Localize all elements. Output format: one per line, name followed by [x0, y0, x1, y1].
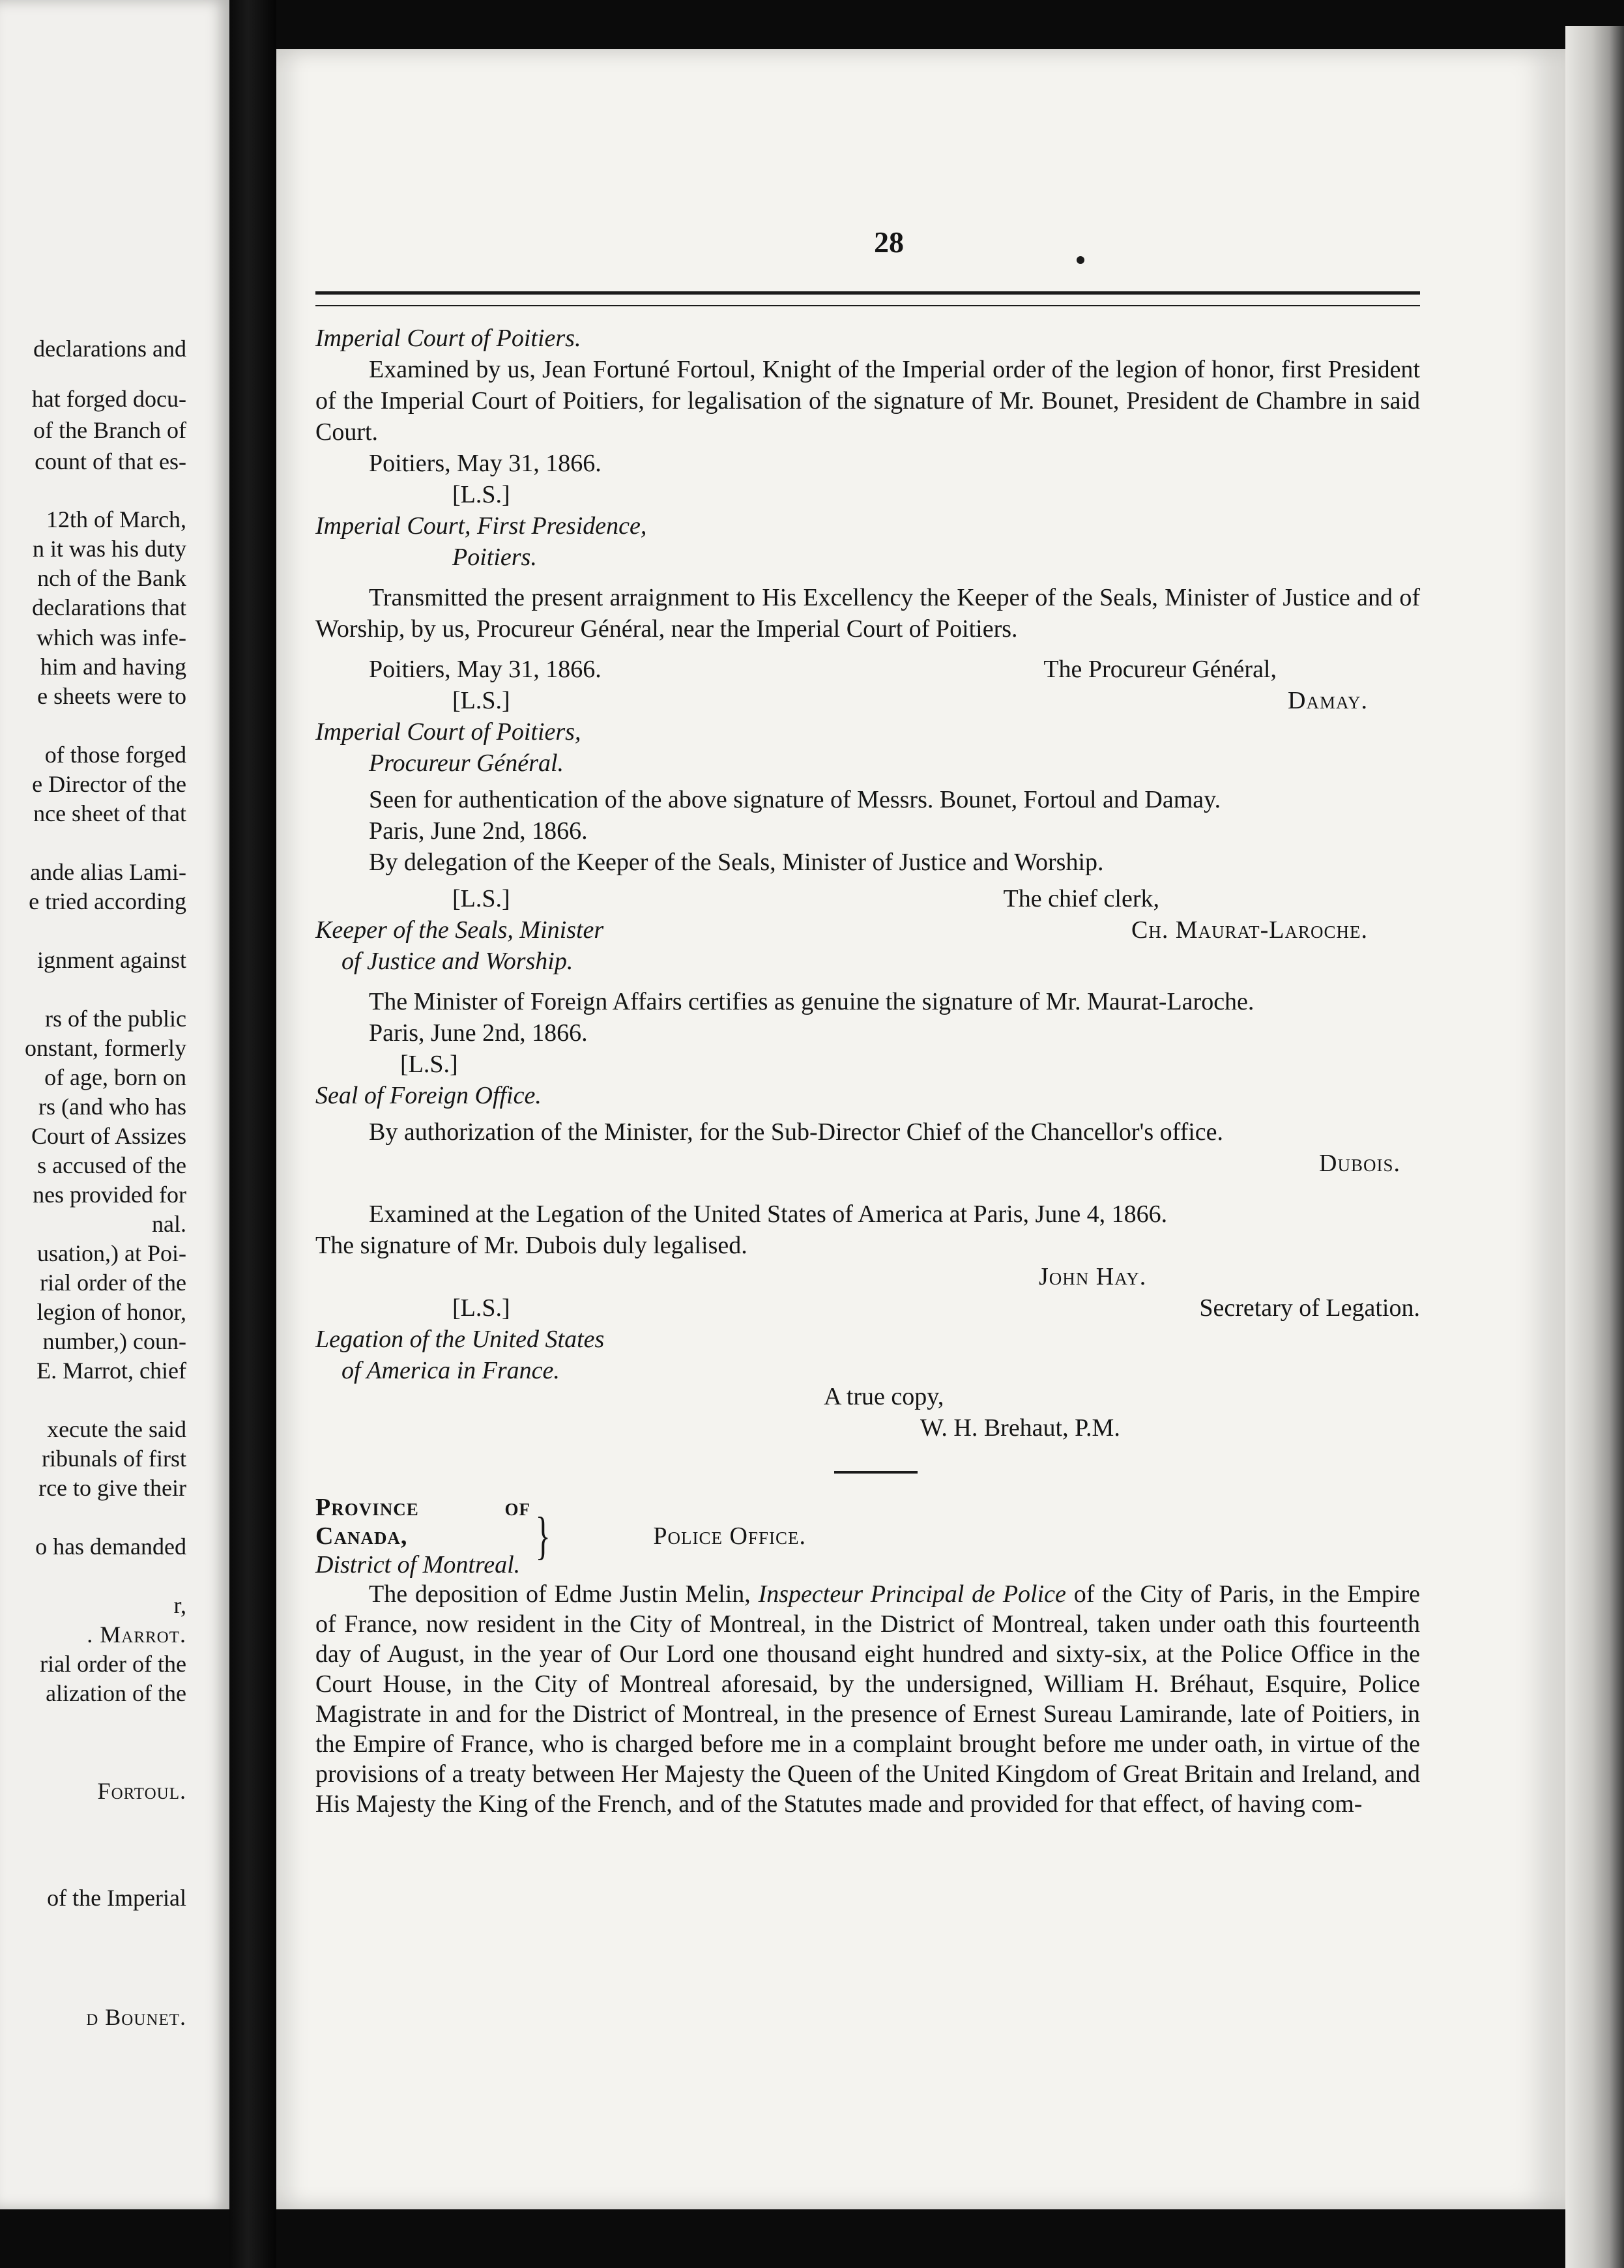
left-page-line: rce to give their — [38, 1475, 186, 1501]
place-date: Paris, June 2nd, 1866. — [369, 817, 588, 845]
place-date: Poitiers, May 31, 1866. — [369, 450, 602, 477]
left-page-line: rial order of the — [40, 1651, 186, 1677]
left-page-line: xecute the said — [47, 1416, 186, 1442]
left-page-line: legion of honor, — [36, 1299, 186, 1325]
left-page-line: ribunals of first — [42, 1446, 186, 1472]
paragraph-deposition — [315, 1579, 1420, 1819]
section-divider — [834, 1471, 918, 1474]
paragraph-authentication: Seen for authentication of the above signature of Messrs. Bounet, Fortoul and Damay. — [369, 786, 1221, 813]
heading-procureur-general: Procureur Général. — [369, 749, 564, 777]
left-page-text — [0, 0, 229, 2209]
true-copy-label: A true copy, — [824, 1383, 944, 1410]
left-page-line: usation,) at Poi- — [37, 1240, 186, 1266]
paragraph-authorization: By authorization of the Minister, for the Sub-Director Chief of the Chancellor's office. — [369, 1118, 1224, 1146]
heading-justice-worship: of Justice and Worship. — [341, 948, 573, 975]
seal-ls: [L.S.] — [452, 687, 510, 714]
left-page-line: rs of the public — [45, 1006, 186, 1032]
heading-legation-us: Legation of the United States — [315, 1326, 605, 1353]
heading-first-presidence: Imperial Court, First Presidence, — [315, 512, 647, 540]
left-page-line: e tried according — [29, 888, 186, 914]
left-page-line: r, — [173, 1592, 186, 1618]
left-page-line: 12th of March, — [46, 506, 186, 532]
left-page-line: of the Branch of — [33, 417, 186, 443]
true-copy-signer: W. H. Brehaut, P.M. — [920, 1414, 1120, 1442]
left-page-line: Fortoul. — [97, 1778, 186, 1804]
seal-ls: [L.S.] — [452, 885, 510, 912]
page-edge — [1565, 26, 1624, 2268]
left-page-line: of those forged — [44, 742, 186, 768]
left-page-line: . Marrot. — [87, 1621, 186, 1648]
left-page-line: rial order of the — [40, 1270, 186, 1296]
seal-ls: [L.S.] — [452, 1294, 510, 1322]
heading-keeper-of-seals: Keeper of the Seals, Minister — [315, 916, 604, 944]
signer-title: Secretary of Legation. — [1199, 1294, 1420, 1322]
left-page-line: nce sheet of that — [33, 800, 186, 826]
paragraph-legalised: The signature of Mr. Dubois duly legalised. — [315, 1232, 747, 1259]
left-page-line: d Bounet. — [86, 2004, 186, 2030]
left-page-line: o has demanded — [35, 1534, 186, 1560]
left-page-line: declarations that — [32, 594, 186, 620]
heading-seal-foreign-office: Seal of Foreign Office. — [315, 1082, 542, 1109]
deposition-italic-title: Inspecteur Principal de Police — [758, 1580, 1066, 1608]
signer-name-john-hay: John Hay. — [1039, 1263, 1147, 1290]
left-page-line: count of that es- — [35, 448, 186, 474]
left-page-line: him and having — [40, 654, 186, 680]
left-page-line: of the Imperial — [47, 1885, 186, 1911]
left-page-line: Court of Assizes — [31, 1123, 186, 1149]
place-date: Poitiers, May 31, 1866. — [369, 656, 602, 683]
deposition-rest: of the City of Paris, in the Empire of France, now resident in the City of Montreal, in the District of Montreal, taken under oath this fourteenth day of August, in the year of Our Lord one thousand eight hundred and sixty-six, at the Police Office in the Court House, in the City of Montreal aforesaid, by the undersigned, William H. Bréhaut, Esquire, Police Magistrate in and for the District of Montreal, in the presence of Ernest Sureau Lamirande, late of Poitiers, in the Empire of France, who is charged before me in a complaint brought before me under oath, in virtue of the provisions of a treaty between Her Majesty the Queen of the United Kingdom of Great Britain and Ireland, and His Majesty the King of the French, and of the Statutes made and provided for that effect, of having com- — [315, 1580, 1421, 1818]
heading-imperial-court-poitiers: Imperial Court of Poitiers. — [315, 325, 581, 352]
place-date: Paris, June 2nd, 1866. — [369, 1019, 588, 1047]
left-page-line: of age, born on — [44, 1064, 186, 1090]
delegation-line: By delegation of the Keeper of the Seals, Minister of Justice and Worship. — [369, 849, 1104, 876]
left-page-line: number,) coun- — [42, 1328, 186, 1354]
heading-poitiers: Poitiers. — [452, 544, 537, 571]
left-page-line: s accused of the — [37, 1152, 186, 1178]
left-facing-page — [0, 0, 229, 2209]
heading-imperial-court-poitiers: Imperial Court of Poitiers, — [315, 718, 581, 746]
deposition-start: The deposition of Edme Justin Melin, — [369, 1580, 759, 1608]
seal-ls: [L.S.] — [452, 481, 510, 508]
signer-title: The Procureur Général, — [1043, 656, 1277, 683]
heading-province-of-canada: Province of Canada, — [315, 1494, 530, 1550]
paragraph-foreign-affairs: The Minister of Foreign Affairs certifies as genuine the signature of Mr. Maurat-Laroche. — [369, 988, 1254, 1015]
left-page-line: hat forged docu- — [31, 386, 186, 412]
book-gutter — [229, 0, 276, 2268]
paragraph-legation: Examined at the Legation of the United States of America at Paris, June 4, 1866. — [369, 1200, 1168, 1228]
left-page-line: e Director of the — [32, 771, 186, 797]
signer-name-damay: Damay. — [1288, 687, 1368, 714]
left-page-line: onstant, formerly — [25, 1035, 186, 1061]
left-page-line: nal. — [152, 1211, 186, 1237]
left-page-line: which was infe- — [36, 624, 186, 650]
signer-name-dubois: Dubois. — [1319, 1150, 1400, 1177]
signer-title: The chief clerk, — [1003, 885, 1159, 912]
page-body — [315, 323, 1420, 1819]
left-page-line: ande alias Lami- — [30, 859, 186, 885]
brace-glyph: } — [535, 1507, 551, 1565]
heading-america-france: of America in France. — [341, 1357, 560, 1384]
header-double-rule — [315, 291, 1420, 306]
header-dot — [1077, 256, 1084, 264]
signer-name-maurat-laroche: Ch. Maurat-Laroche. — [1131, 916, 1368, 944]
paragraph-transmitted: Transmitted the present arraignment to His Excellency the Keeper of the Seals, Minister of Justice and of Worship, by us, Procureur Général, near the Imperial Court of Poitiers. — [315, 584, 1420, 643]
left-page-line: n it was his duty — [32, 536, 186, 562]
left-page-line: nes provided for — [33, 1182, 186, 1208]
left-page-line: alization of the — [46, 1680, 186, 1706]
left-page-line: declarations and — [33, 336, 186, 362]
main-page — [276, 49, 1565, 2209]
left-page-line: rs (and who has — [38, 1094, 186, 1120]
page-number: 28 — [874, 225, 904, 259]
heading-police-office: Police Office. — [653, 1522, 806, 1550]
left-page-line: nch of the Bank — [37, 565, 186, 591]
paragraph-examined-fortoul: Examined by us, Jean Fortuné Fortoul, Knight of the Imperial order of the legion of honor, first President of the Imperial Court of Poitiers, for legalisation of the signature of Mr. Bounet, President de Chambre in said Court. — [315, 356, 1420, 446]
seal-ls: [L.S.] — [400, 1051, 458, 1078]
left-page-line: e sheets were to — [37, 683, 186, 709]
left-page-line: E. Marrot, chief — [36, 1358, 186, 1384]
heading-district-of-montreal: District of Montreal. — [315, 1551, 521, 1578]
left-page-line: ignment against — [37, 947, 186, 973]
